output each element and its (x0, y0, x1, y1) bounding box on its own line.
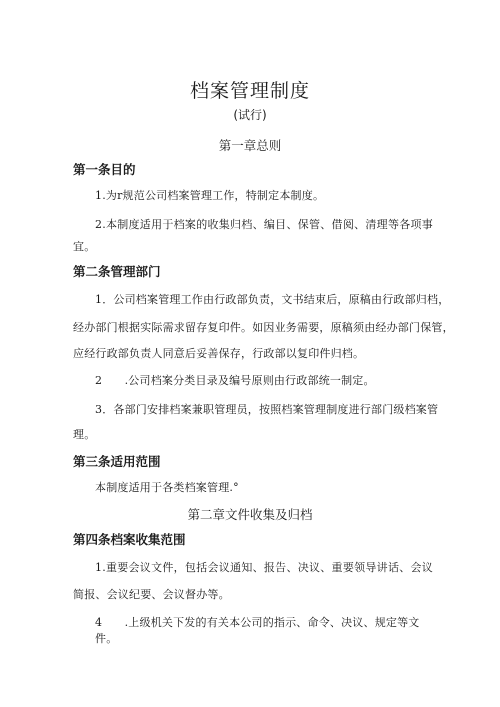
article-2-paragraph-1-line-3: 应经行政部负责人同意后妥善保存，行政部以复印件归档。 (73, 347, 365, 360)
article-2-paragraph-2: 2 .公司档案分类目录及编号原则由行政部统一制定。 (95, 374, 375, 387)
article-2-heading: 第二条管理部门 (73, 264, 161, 279)
article-1-paragraph-2-line-1: 2.本制度适用于档案的收集归档、编目、保管、借阅、清理等各项事 (95, 218, 433, 231)
chapter-1-heading: 第一章总则 (218, 138, 282, 153)
article-4-heading: 第四条档案收集范围 (73, 532, 186, 547)
article-1-paragraph-2-line-2: 宜。 (73, 240, 96, 253)
article-3-paragraph-1: 本制度适用于各类档案管理.° (95, 481, 239, 494)
article-2-paragraph-3-line-2: 理。 (73, 428, 96, 441)
article-4-paragraph-1-line-2: 简报、会议纪要、会议督办等。 (73, 588, 230, 601)
article-3-heading: 第三条适用范围 (73, 454, 161, 469)
document-subtitle: (试行) (233, 108, 267, 122)
article-4-paragraph-2-line-1: 4 .上级机关下发的有关本公司的指示、命令、决议、规定等文 (95, 616, 420, 629)
article-2-paragraph-3-line-1: 3．各部门安排档案兼职管理员，按照档案管理制度进行部门级档案管 (95, 403, 439, 416)
article-2-paragraph-1-line-2: 经办部门根据实际需求留存复印件。如因业务需要，原稿须由经办部门保管， (73, 321, 454, 334)
article-4-paragraph-1-line-1: 1.重要会议文件，包括会议通知、报告、决议、重要领导讲话、会议 (95, 561, 433, 574)
article-1-heading: 第一条目的 (73, 162, 136, 177)
article-2-paragraph-1-line-1: 1．公司档案管理工作由行政部负责，文书结束后，原稿由行政部归档， (95, 293, 450, 306)
chapter-2-heading: 第二章文件收集及归档 (187, 507, 313, 522)
document-title: 档案管理制度 (189, 80, 310, 102)
article-1-paragraph-1: 1.为r规范公司档案管理工作，特制定本制度。 (95, 189, 325, 202)
article-4-paragraph-2-line-2: 件。 (95, 632, 118, 645)
